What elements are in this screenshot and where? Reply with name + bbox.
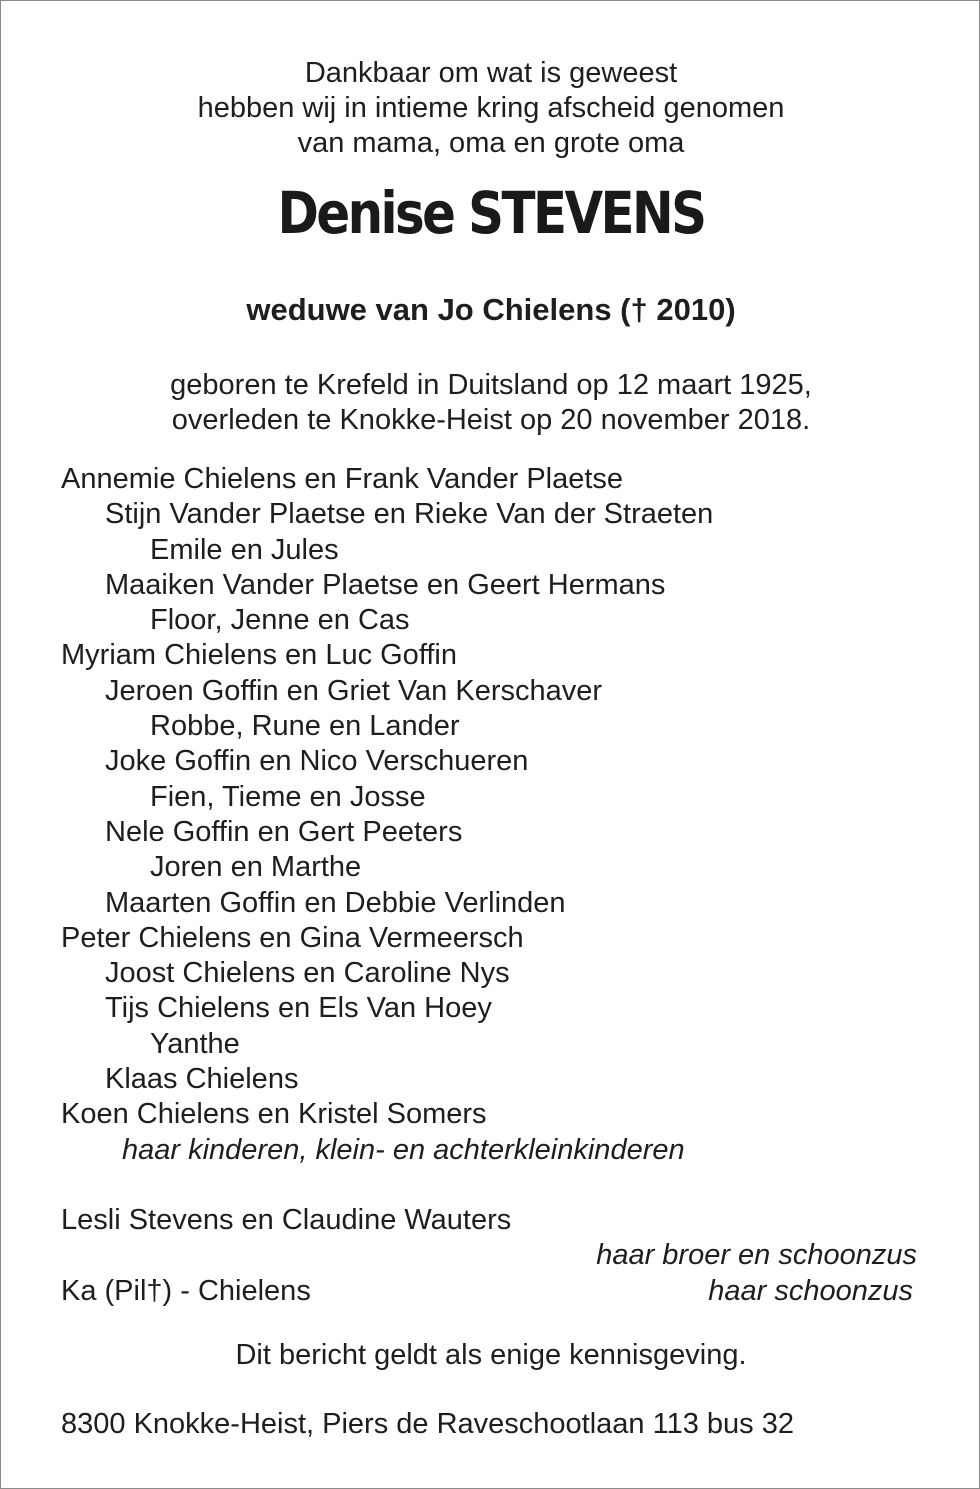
family-member: Peter Chielens en Gina Vermeersch [61, 921, 524, 954]
sibling-role-row [61, 1238, 921, 1273]
intro-line: Dankbaar om wat is geweest [304, 57, 678, 89]
sibling-row [61, 1203, 921, 1238]
sister-in-law-role: haar schoonzus [708, 1274, 913, 1307]
family-member: Stijn Vander Plaetse en Rieke Van der Straeten [105, 498, 714, 531]
deceased-name: Denise STEVENS [277, 179, 705, 247]
sibling-names: Lesli Stevens en Claudine Wauters [61, 1204, 512, 1236]
family-member: Joren en Marthe [150, 851, 362, 884]
family-member: Fien, Tieme en Josse [150, 780, 426, 813]
family-member: Jeroen Goffin en Griet Van Kerschaver [105, 674, 603, 707]
notice-text: Dit bericht geldt als enige kennisgeving. [235, 1339, 747, 1371]
family-member: Maaiken Vander Plaetse en Geert Hermans [105, 568, 666, 601]
family-member: Maarten Goffin en Debbie Verlinden [105, 886, 566, 919]
family-member: Nele Goffin en Gert Peeters [105, 815, 463, 848]
family-member: Klaas Chielens [105, 1063, 299, 1096]
family-member: Robbe, Rune en Lander [150, 710, 460, 743]
birth-line: geboren te Krefeld in Duitsland op 12 maart 1925, [170, 369, 812, 401]
intro-text [1, 56, 980, 161]
family-member: Emile en Jules [150, 533, 339, 566]
family-member: Annemie Chielens en Frank Vander Plaetse [61, 463, 624, 495]
family-list [61, 462, 941, 1168]
widow-of-line: weduwe van Jo Chielens († 2010) [246, 292, 736, 327]
intro-line: van mama, oma en grote oma [297, 127, 685, 159]
intro-line: hebben wij in intieme kring afscheid genomen [197, 92, 785, 124]
family-member: Joke Goffin en Nico Verschueren [105, 745, 529, 778]
address: 8300 Knokke-Heist, Piers de Raveschootlaan 113 bus 32 [61, 1408, 794, 1440]
birth-death-dates [1, 368, 980, 438]
sibling-role: haar broer en schoonzus [596, 1239, 917, 1272]
family-role: haar kinderen, klein- en achterkleinkinderen [122, 1133, 685, 1166]
other-relatives [61, 1203, 921, 1309]
family-member: Tijs Chielens en Els Van Hoey [105, 992, 492, 1025]
family-member: Myriam Chielens en Luc Goffin [61, 639, 457, 672]
family-member: Koen Chielens en Kristel Somers [61, 1098, 487, 1131]
family-member: Yanthe [150, 1027, 240, 1060]
family-member: Floor, Jenne en Cas [150, 604, 410, 637]
family-member: Joost Chielens en Caroline Nys [105, 957, 510, 990]
death-line: overleden te Knokke-Heist op 20 november 2018. [171, 404, 811, 436]
sister-in-law-name: Ka (Pil†) - Chielens [61, 1274, 311, 1307]
sister-in-law-row [61, 1274, 921, 1309]
